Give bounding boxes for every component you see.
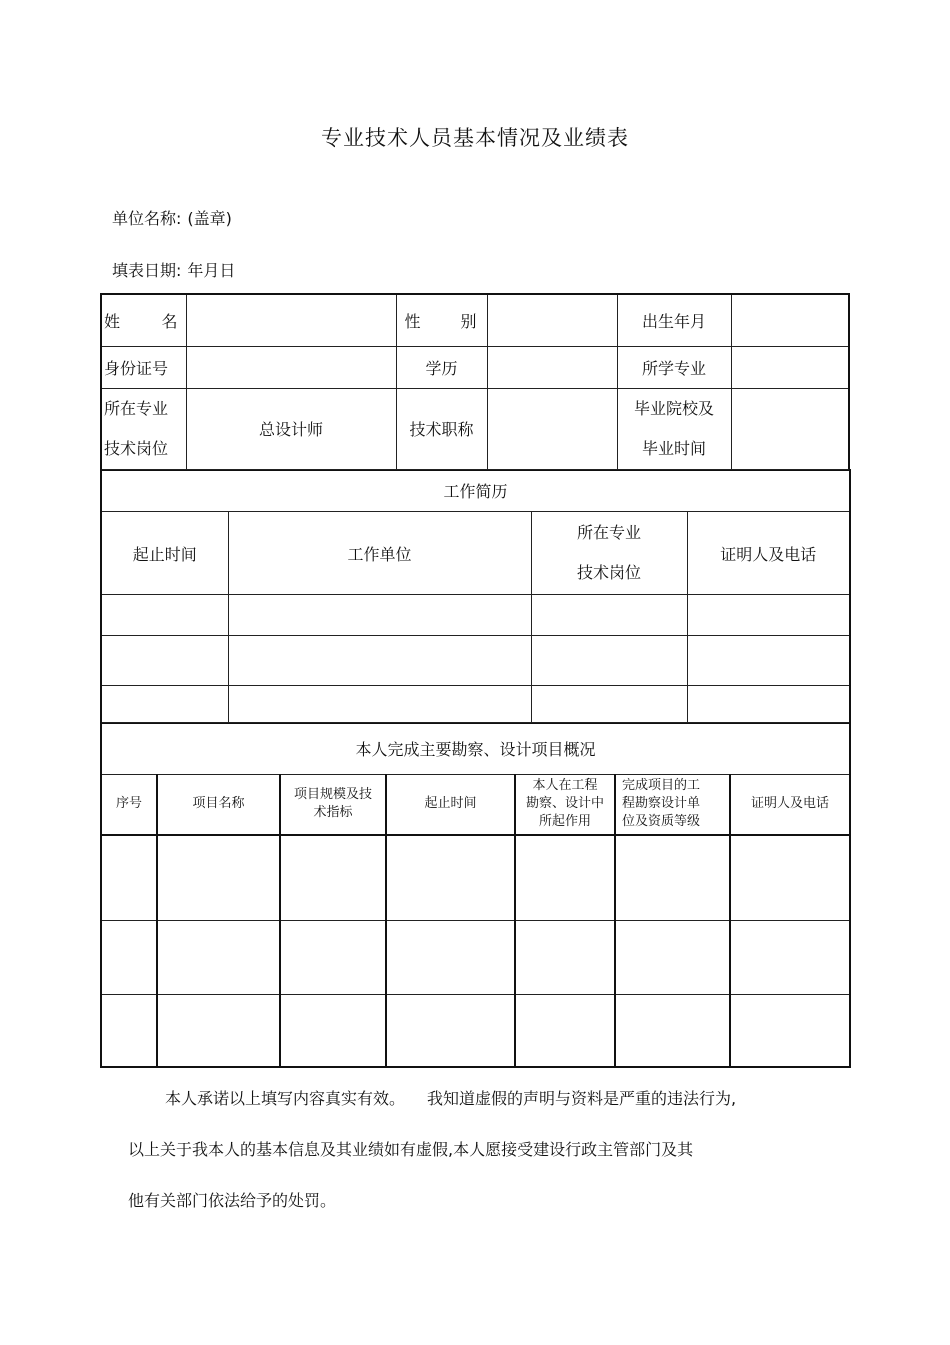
birth-field[interactable] — [731, 294, 849, 346]
name-label-cell: 姓 名 — [101, 294, 186, 346]
cell[interactable] — [386, 995, 515, 1067]
gender-field[interactable] — [487, 294, 617, 346]
work-history-table — [100, 469, 851, 724]
cell[interactable] — [101, 636, 228, 686]
seal-note: (盖章) — [187, 209, 232, 228]
col-witness: 证明人及电话 — [687, 512, 850, 595]
school-label: 毕业院校及 毕业时间 — [617, 388, 731, 470]
cell[interactable] — [687, 686, 850, 723]
col-employer: 工作单位 — [228, 512, 531, 595]
cell[interactable] — [157, 921, 280, 995]
cell[interactable] — [687, 636, 850, 686]
education-field[interactable] — [487, 346, 617, 388]
cell[interactable] — [531, 595, 687, 636]
cell[interactable] — [101, 686, 228, 723]
col-post: 所在专业 技术岗位 — [531, 512, 687, 595]
cell[interactable] — [228, 636, 531, 686]
tech-title-field[interactable] — [487, 388, 617, 470]
basic-info-table — [100, 293, 850, 471]
col-project-name: 项目名称 — [157, 775, 280, 835]
cell[interactable] — [615, 835, 730, 921]
projects-table — [100, 722, 851, 1068]
col-no: 序号 — [101, 775, 157, 835]
cell[interactable] — [157, 995, 280, 1067]
col-project-period: 起止时间 — [386, 775, 515, 835]
promise-line-2: 以上关于我本人的基本信息及其业绩如有虚假,本人愿接受建设行政主管部门及其 — [128, 1140, 694, 1159]
promise-line-3: 他有关部门依法给予的处罚。 — [128, 1191, 337, 1210]
school-field[interactable] — [731, 388, 849, 470]
post-value[interactable]: 总设计师 — [186, 388, 396, 470]
cell[interactable] — [386, 921, 515, 995]
promise-line-1 — [165, 1086, 736, 1109]
col-project-witness: 证明人及电话 — [730, 775, 850, 835]
post-label: 所在专业 技术岗位 — [101, 388, 186, 470]
col-period: 起止时间 — [101, 512, 228, 595]
cell[interactable] — [386, 835, 515, 921]
education-label: 学历 — [396, 346, 487, 388]
cell[interactable] — [515, 921, 615, 995]
cell[interactable] — [280, 835, 386, 921]
date-label: 填表日期: — [112, 261, 182, 280]
cell[interactable] — [615, 921, 730, 995]
table-row — [101, 995, 850, 1067]
cell[interactable] — [730, 995, 850, 1067]
cell[interactable] — [101, 595, 228, 636]
cell[interactable] — [280, 995, 386, 1067]
cell[interactable] — [515, 835, 615, 921]
col-org: 完成项目的工 程勘察设计单 位及资质等级 — [615, 775, 730, 835]
cell[interactable] — [280, 921, 386, 995]
cell[interactable] — [730, 921, 850, 995]
col-scale: 项目规模及技 术指标 — [280, 775, 386, 835]
table-row — [101, 636, 850, 686]
id-label: 身份证号 — [101, 346, 186, 388]
cell[interactable] — [228, 595, 531, 636]
cell[interactable] — [687, 595, 850, 636]
cell[interactable] — [228, 686, 531, 723]
cell[interactable] — [101, 995, 157, 1067]
table-row — [101, 595, 850, 636]
cell[interactable] — [730, 835, 850, 921]
date-value: 年月日 — [187, 261, 236, 280]
gender-label-cell: 性 别 — [396, 294, 487, 346]
birth-label: 出生年月 — [617, 294, 731, 346]
table-row — [101, 686, 850, 723]
id-field[interactable] — [186, 346, 396, 388]
major-label: 所学专业 — [617, 346, 731, 388]
cell[interactable] — [615, 995, 730, 1067]
projects-heading: 本人完成主要勘察、设计项目概况 — [101, 723, 850, 775]
tech-title-label: 技术职称 — [396, 388, 487, 470]
cell[interactable] — [101, 921, 157, 995]
table-row — [101, 921, 850, 995]
date-line — [112, 258, 235, 281]
col-role: 本人在工程 勘察、设计中 所起作用 — [515, 775, 615, 835]
table-row — [101, 835, 850, 921]
cell[interactable] — [531, 636, 687, 686]
unit-name-label: 单位名称: — [112, 209, 182, 228]
work-history-heading: 工作简历 — [101, 470, 850, 512]
major-field[interactable] — [731, 346, 849, 388]
name-field[interactable] — [186, 294, 396, 346]
cell[interactable] — [101, 835, 157, 921]
unit-name-line — [112, 206, 232, 229]
promise-line-1a: 本人承诺以上填写内容真实有效。 — [165, 1089, 406, 1108]
cell[interactable] — [531, 686, 687, 723]
promise-line-1b: 我知道虚假的声明与资料是严重的违法行为, — [427, 1089, 737, 1108]
cell[interactable] — [157, 835, 280, 921]
page-title: 专业技术人员基本情况及业绩表 — [321, 126, 629, 150]
cell[interactable] — [515, 995, 615, 1067]
